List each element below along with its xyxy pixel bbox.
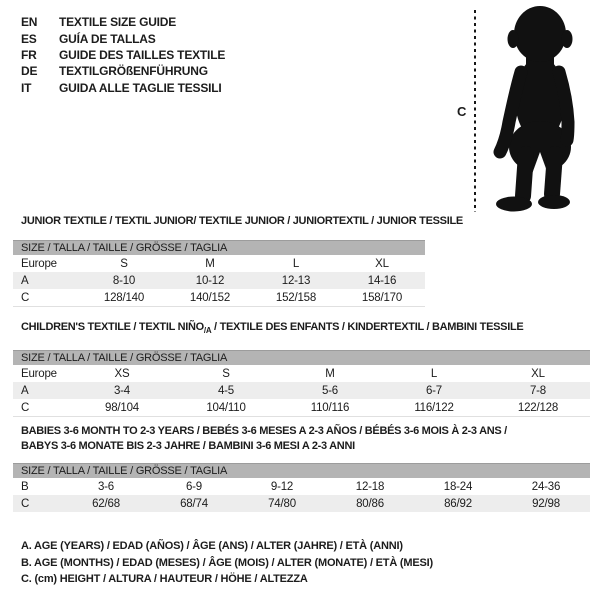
size-cell: M [325,367,335,380]
size-header-label: SIZE / TALLA / TAILLE / GRÖSSE / TAGLIA [21,465,228,477]
height-cell: 122/128 [517,401,559,414]
size-header-bar [13,463,590,478]
language-label: TEXTILE SIZE GUIDE [59,15,177,30]
height-cell: 128/140 [103,291,145,304]
language-row-fr [21,47,225,63]
legend-age-months: B. AGE (MONTHS) / EDAD (MESES) / ÂGE (MOIS) / ALTER (MONATE) / ETÀ (MESI) [21,556,433,569]
size-cell: M [205,257,215,270]
junior-region-row [13,255,425,272]
height-cell: 110/116 [310,401,350,414]
size-header-label: SIZE / TALLA / TAILLE / GRÖSSE / TAGLIA [21,242,228,254]
age-cell: 8-10 [112,274,136,287]
age-cell: 10-12 [195,274,225,287]
months-cell: 18-24 [443,480,473,493]
months-cell: 24-36 [531,480,561,493]
height-cell: 86/92 [444,497,472,510]
row-label: B [21,480,29,493]
language-label: GUIDE DES TAILLES TEXTILE [59,47,226,62]
language-code: EN [21,15,38,30]
age-cell: 5-6 [321,384,339,397]
height-cell: 140/152 [189,291,231,304]
row-label: C [21,291,30,304]
size-cell: S [222,367,230,380]
height-cell: 98/104 [105,401,139,414]
babies-table-title [21,424,590,454]
height-figure [448,4,598,216]
language-code: IT [21,80,32,95]
months-cell: 3-6 [97,480,115,493]
children-age-row [13,382,590,399]
language-list [21,14,225,96]
baby-silhouette-icon [488,4,594,216]
row-label: A [21,274,29,287]
months-cell: 12-18 [355,480,385,493]
age-cell: 4-5 [217,384,235,397]
measure-label-c: C [457,104,467,119]
size-header-bar [13,240,425,255]
height-cell: 74/80 [268,497,296,510]
height-cell: 80/86 [356,497,384,510]
age-cell: 14-16 [367,274,397,287]
language-row-it [21,80,225,96]
children-title-main: CHILDREN'S TEXTILE / TEXTIL NIÑO [21,321,204,333]
months-cell: 9-12 [270,480,294,493]
row-label: Europe [21,257,57,270]
babies-height-row [13,495,590,512]
size-header-bar [13,350,590,365]
height-cell: 116/122 [414,401,454,414]
height-cell: 62/68 [92,497,120,510]
children-height-row [13,399,590,417]
height-cell: 152/158 [275,291,317,304]
age-cell: 12-13 [281,274,311,287]
legend-age-years: A. AGE (YEARS) / EDAD (AÑOS) / ÂGE (ANS) / ALTER (JAHRE) / ETÀ (ANNI) [21,540,403,552]
height-cell: 104/110 [206,401,246,414]
children-region-row [13,365,590,382]
language-code: ES [21,31,37,46]
junior-height-row [13,289,425,307]
language-row-de [21,63,225,79]
row-label: Europe [21,367,57,380]
junior-age-row [13,272,425,289]
size-header-label: SIZE / TALLA / TAILLE / GRÖSSE / TAGLIA [21,352,228,365]
size-cell: XL [375,257,389,270]
measurement-legend [21,538,433,588]
height-cell: 92/98 [532,497,560,510]
children-size-table [13,320,590,417]
height-cell: 68/74 [180,497,208,510]
age-cell: 3-4 [113,384,131,397]
babies-title-line2: BABYS 3-6 MONATE BIS 2-3 JAHRE / BAMBINI 3-6 MESI A 2-3 ANNI [21,440,355,452]
row-label: C [21,497,30,510]
row-label: C [21,401,30,414]
row-label: A [21,384,29,397]
children-title-rest: / TEXTILE DES ENFANTS / KINDERTEXTIL / BAMBINI TESSILE [211,321,524,333]
junior-size-table [13,214,463,307]
size-cell: XL [531,367,545,380]
language-row-en [21,14,225,30]
language-label: TEXTILGRÖßENFÜHRUNG [59,64,208,79]
size-cell: L [430,367,438,380]
language-code: FR [21,47,37,62]
junior-table-title: JUNIOR TEXTILE / TEXTIL JUNIOR/ TEXTILE JUNIOR / JUNIORTEXTIL / JUNIOR TESSILE [21,215,463,227]
size-cell: S [120,257,128,270]
babies-title-line1: BABIES 3-6 MONTH TO 2-3 YEARS / BEBÉS 3-6 MESES A 2-3 AÑOS / BÉBÉS 3-6 MOIS À 2-3 ANS / [21,425,507,437]
babies-months-row [13,478,590,495]
age-cell: 7-8 [529,384,547,397]
size-cell: L [292,257,300,270]
language-label: GUÍA DE TALLAS [59,31,156,46]
children-title-sub: /A [203,326,212,336]
language-label: GUIDA ALLE TAGLIE TESSILI [59,80,222,95]
babies-size-table [13,424,590,512]
size-cell: XS [114,367,130,380]
children-table-title [21,320,590,338]
height-measure-dotted-line [474,10,476,212]
legend-height-cm: C. (cm) HEIGHT / ALTURA / HAUTEUR / HÖHE / ALTEZZA [21,573,308,585]
age-cell: 6-7 [425,384,443,397]
height-cell: 158/170 [361,291,403,304]
months-cell: 6-9 [185,480,203,493]
language-row-es [21,30,225,46]
language-code: DE [21,64,38,79]
